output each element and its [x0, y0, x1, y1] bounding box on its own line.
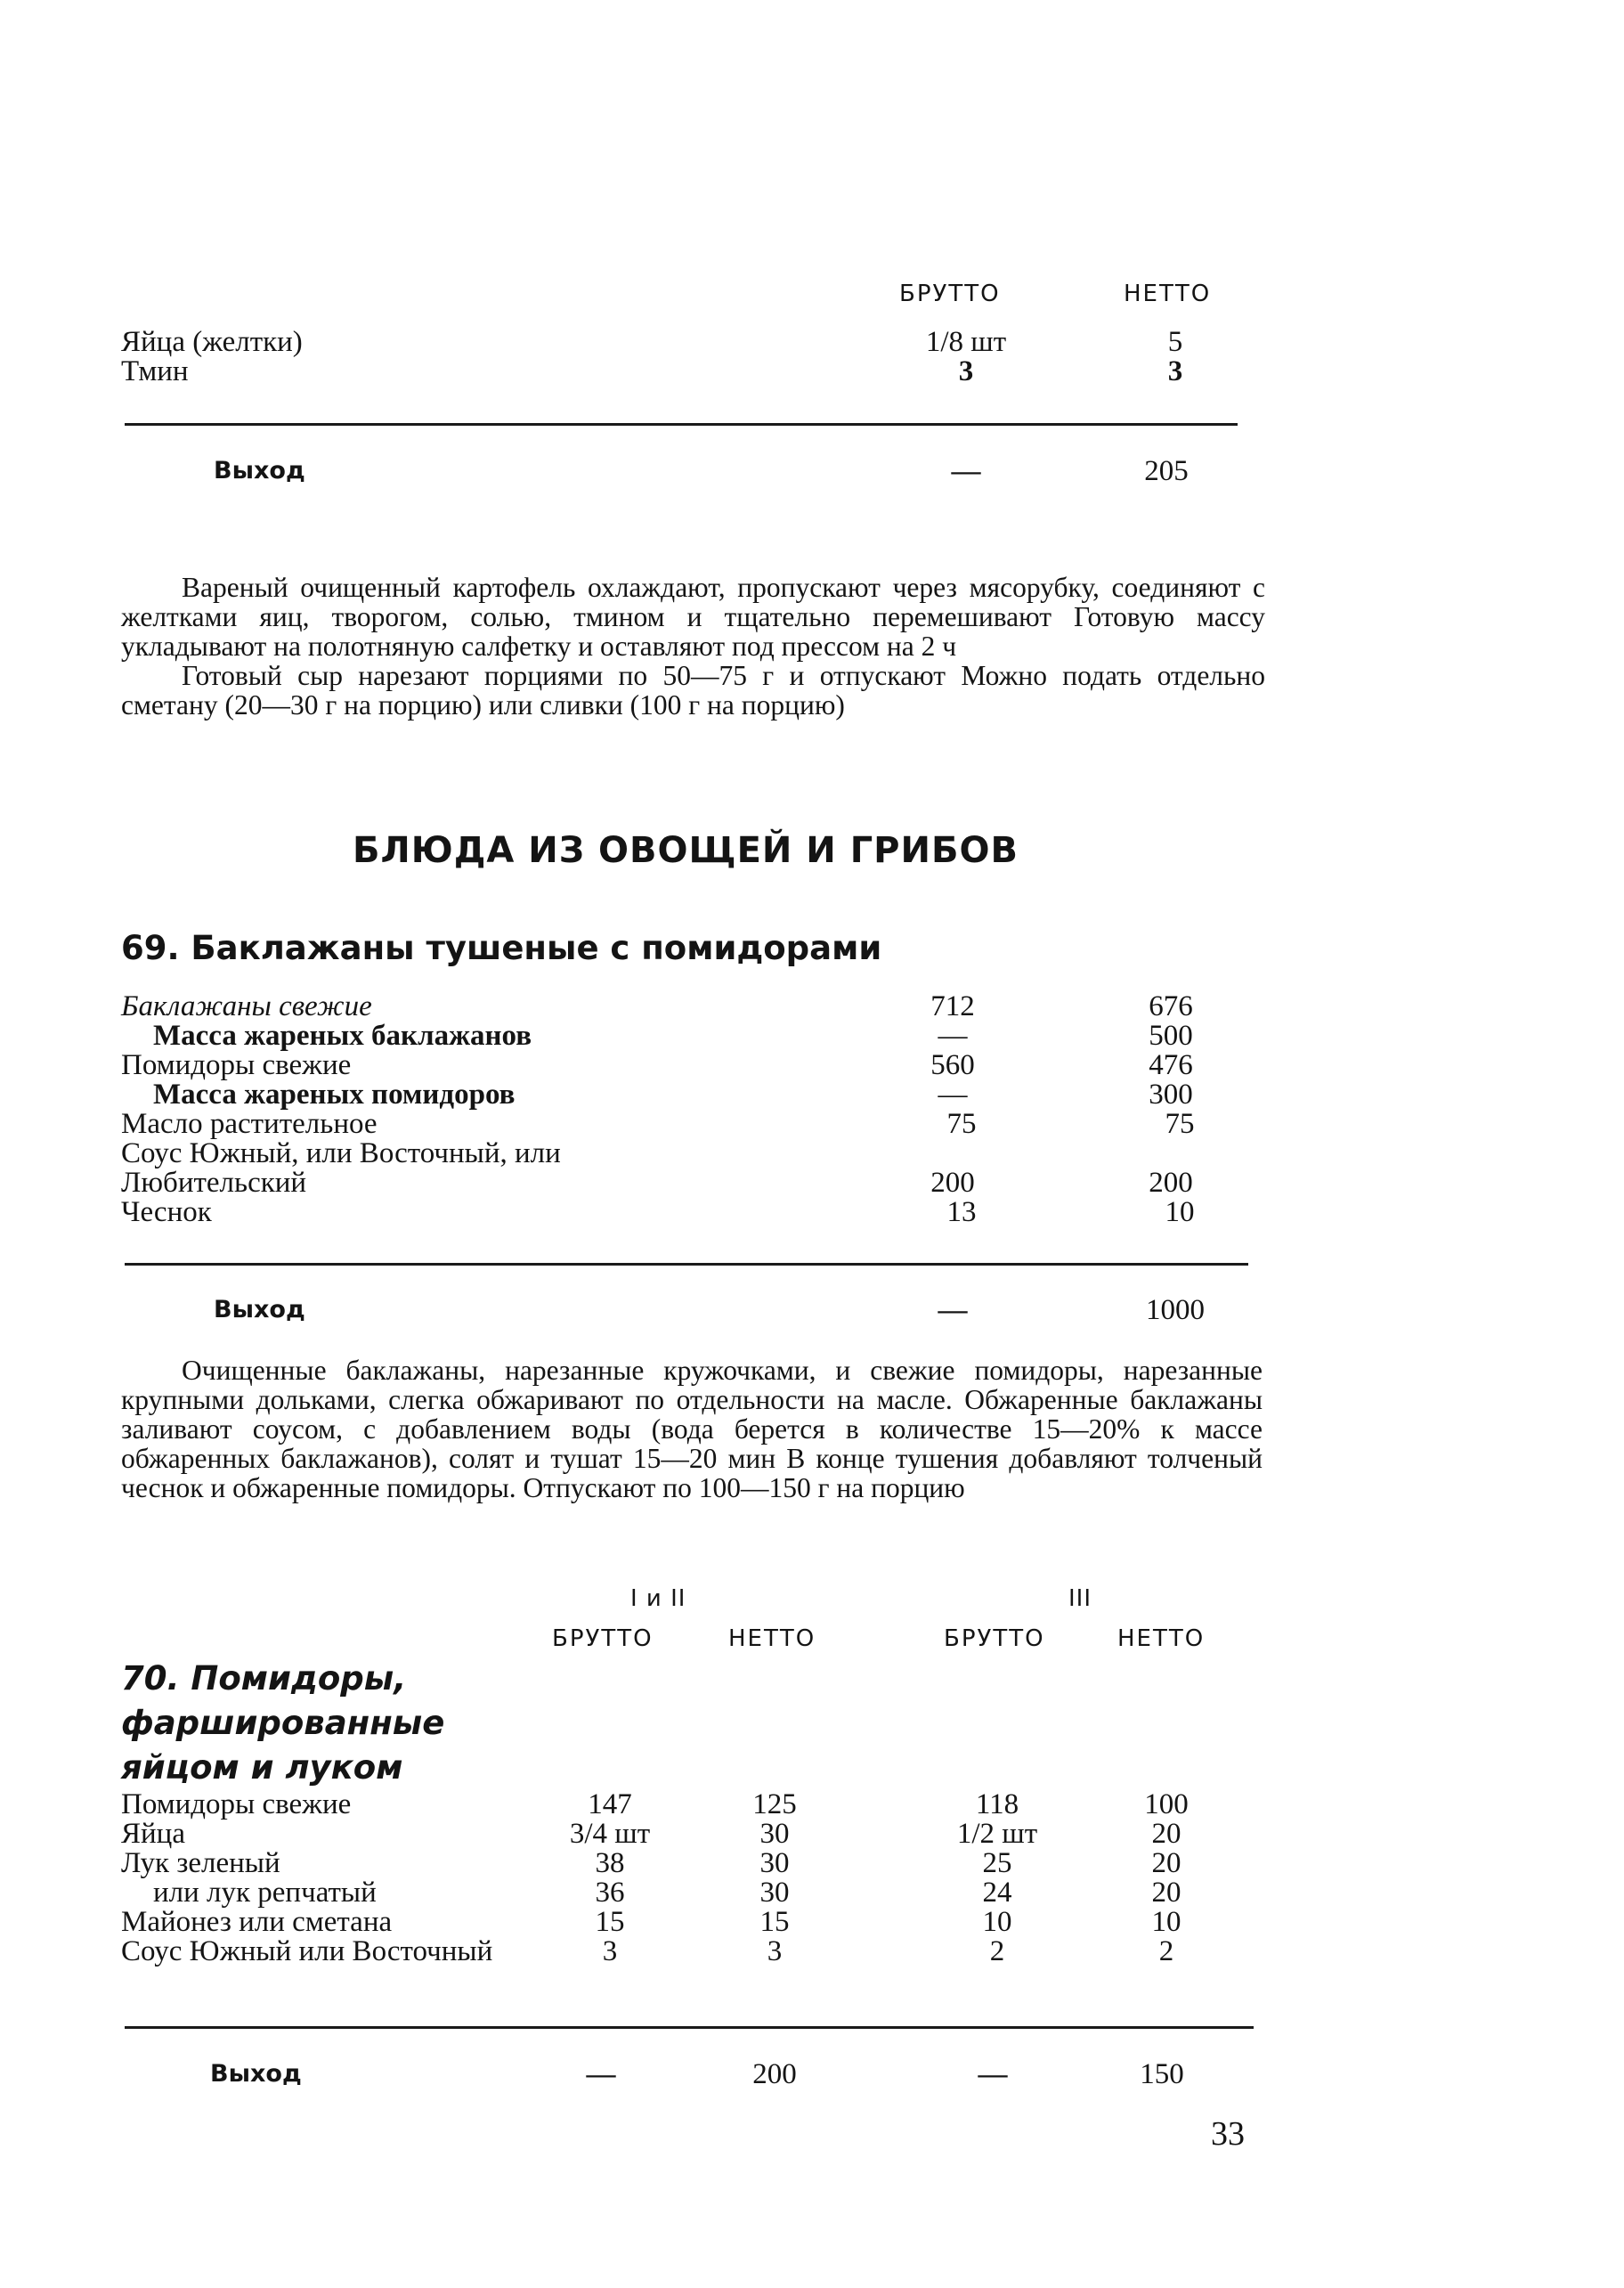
- ingredient-name: Лук зеленый: [121, 1847, 280, 1879]
- ingredient-brutto: 200: [930, 1167, 975, 1199]
- netto-header: НЕТТО: [728, 1625, 816, 1652]
- ingredient-brutto: 3/4 шт: [569, 1818, 651, 1850]
- ingredient-brutto: 3: [602, 1935, 618, 1967]
- ingredient-netto: 30: [759, 1877, 790, 1909]
- table-rule: [125, 423, 1238, 426]
- netto-header: НЕТТО: [1124, 281, 1212, 307]
- ingredient-brutto: 15: [595, 1906, 625, 1938]
- ingredient-brutto: 38: [595, 1847, 625, 1879]
- yield-brutto: —: [951, 455, 981, 487]
- ingredient-netto: 10: [1151, 1906, 1181, 1938]
- yield-netto: 1000: [1146, 1294, 1205, 1326]
- yield-label: Выход: [214, 457, 305, 484]
- ingredient-name: Помидоры свежие: [121, 1049, 352, 1081]
- ingredient-netto: 676: [1149, 990, 1193, 1022]
- ingredient-netto: 20: [1151, 1877, 1181, 1909]
- ingredient-name: Баклажаны свежие: [121, 990, 372, 1022]
- ingredient-brutto: 25: [982, 1847, 1012, 1879]
- ingredient-name: Масса жареных баклажанов: [153, 1020, 532, 1052]
- ingredient-netto: 125: [752, 1788, 797, 1820]
- ingredient-brutto: 118: [975, 1788, 1019, 1820]
- group-header-2: III: [1068, 1585, 1092, 1612]
- ingredient-netto: 3: [767, 1935, 783, 1967]
- yield-label: Выход: [210, 2060, 302, 2088]
- ingredient-netto: 20: [1151, 1847, 1181, 1879]
- ingredient-netto: 200: [1149, 1167, 1193, 1199]
- ingredient-brutto: 3: [958, 355, 974, 387]
- ingredient-netto: 5: [1167, 326, 1183, 358]
- ingredient-name: Масло растительное: [121, 1108, 378, 1140]
- yield-netto: 200: [752, 2058, 797, 2090]
- recipe-title: 69. Баклажаны тушеные с помидорами: [121, 929, 882, 967]
- ingredient-name: Яйца (желтки): [121, 326, 303, 358]
- description-paragraph: Готовый сыр нарезают порциями по 50—75 г и отпускают Можно подать отдельно сметану (20—30 г на порцию) или сливки (100 г на порцию): [121, 660, 1265, 721]
- ingredient-brutto: 24: [982, 1877, 1012, 1909]
- table-rule: [125, 1263, 1248, 1266]
- ingredient-netto: 10: [1165, 1196, 1195, 1228]
- ingredient-netto: 20: [1151, 1818, 1181, 1850]
- ingredient-name: Тмин: [121, 355, 189, 387]
- ingredient-netto: 300: [1149, 1079, 1193, 1111]
- ingredient-brutto: 36: [595, 1877, 625, 1909]
- page-number: 33: [1211, 2115, 1245, 2153]
- recipe-description: [121, 1356, 1263, 1502]
- ingredient-name: или лук репчатый: [153, 1877, 377, 1909]
- ingredient-brutto: 13: [946, 1196, 977, 1228]
- ingredient-name: Майонез или сметана: [121, 1906, 393, 1938]
- recipe-description: [121, 573, 1265, 720]
- ingredient-brutto: 2: [989, 1935, 1005, 1967]
- ingredient-netto: 476: [1149, 1049, 1193, 1081]
- ingredient-netto: 30: [759, 1818, 790, 1850]
- netto-header: НЕТТО: [1117, 1625, 1206, 1652]
- ingredient-brutto: 10: [982, 1906, 1012, 1938]
- ingredient-name: Соус Южный, или Восточный, или: [121, 1137, 561, 1169]
- ingredient-netto: 500: [1149, 1020, 1193, 1052]
- ingredient-name: Чеснок: [121, 1196, 212, 1228]
- ingredient-name: Яйца: [121, 1818, 185, 1850]
- brutto-header: БРУТТО: [552, 1625, 654, 1652]
- description-paragraph: Вареный очищенный картофель охлаждают, пропускают через мясорубку, соединяют с желтками яиц, творогом, солью, тмином и тщательно перемешивают Готовую массу укладывают на полотняную салфетку и оставляют под прессом на 2 ч: [121, 572, 1265, 662]
- brutto-header: БРУТТО: [944, 1625, 1045, 1652]
- ingredient-brutto: —: [938, 1079, 968, 1111]
- ingredient-brutto: 712: [930, 990, 975, 1022]
- description-paragraph: Очищенные баклажаны, нарезанные кружочками, и свежие помидоры, нарезанные крупными дольками, слегка обжаривают по отдельности на масле. Обжаренные баклажаны заливают соусом, с добавлением воды (вода берется в количестве 15—20% к массе обжаренных баклажанов), солят и тушат 15—20 мин В конце тушения добавляют толченый чеснок и обжаренные помидоры. Отпускают по 100—150 г на порцию: [121, 1355, 1263, 1503]
- ingredient-name: Любительский: [121, 1167, 307, 1199]
- ingredient-netto: 3: [1167, 355, 1183, 387]
- yield-brutto: —: [938, 1294, 968, 1326]
- yield-label: Выход: [214, 1296, 305, 1323]
- ingredient-brutto: 560: [930, 1049, 975, 1081]
- ingredient-name: Масса жареных помидоров: [153, 1079, 516, 1111]
- ingredient-netto: 75: [1165, 1108, 1195, 1140]
- ingredient-brutto: —: [938, 1020, 968, 1052]
- ingredient-netto: 2: [1158, 1935, 1174, 1967]
- ingredient-name: Соус Южный или Восточный: [121, 1935, 493, 1967]
- ingredient-brutto: 1/8 шт: [925, 326, 1007, 358]
- ingredient-netto: 30: [759, 1847, 790, 1879]
- table-rule: [125, 2026, 1254, 2029]
- section-title: БЛЮДА ИЗ ОВОЩЕЙ И ГРИБОВ: [353, 830, 1019, 871]
- yield-netto: 205: [1144, 455, 1189, 487]
- yield-netto: 150: [1140, 2058, 1184, 2090]
- yield-brutto: —: [586, 2058, 616, 2090]
- ingredient-brutto: 1/2 шт: [956, 1818, 1038, 1850]
- ingredient-netto: 15: [759, 1906, 790, 1938]
- yield-brutto: —: [978, 2058, 1008, 2090]
- brutto-header: БРУТТО: [899, 281, 1001, 307]
- ingredient-brutto: 147: [588, 1788, 632, 1820]
- recipe-title: 70. Помидоры, фаршированные яйцом и луком: [121, 1659, 445, 1787]
- ingredient-name: Помидоры свежие: [121, 1788, 352, 1820]
- ingredient-netto: 100: [1144, 1788, 1189, 1820]
- ingredient-brutto: 75: [946, 1108, 977, 1140]
- group-header-1: I и II: [630, 1585, 686, 1612]
